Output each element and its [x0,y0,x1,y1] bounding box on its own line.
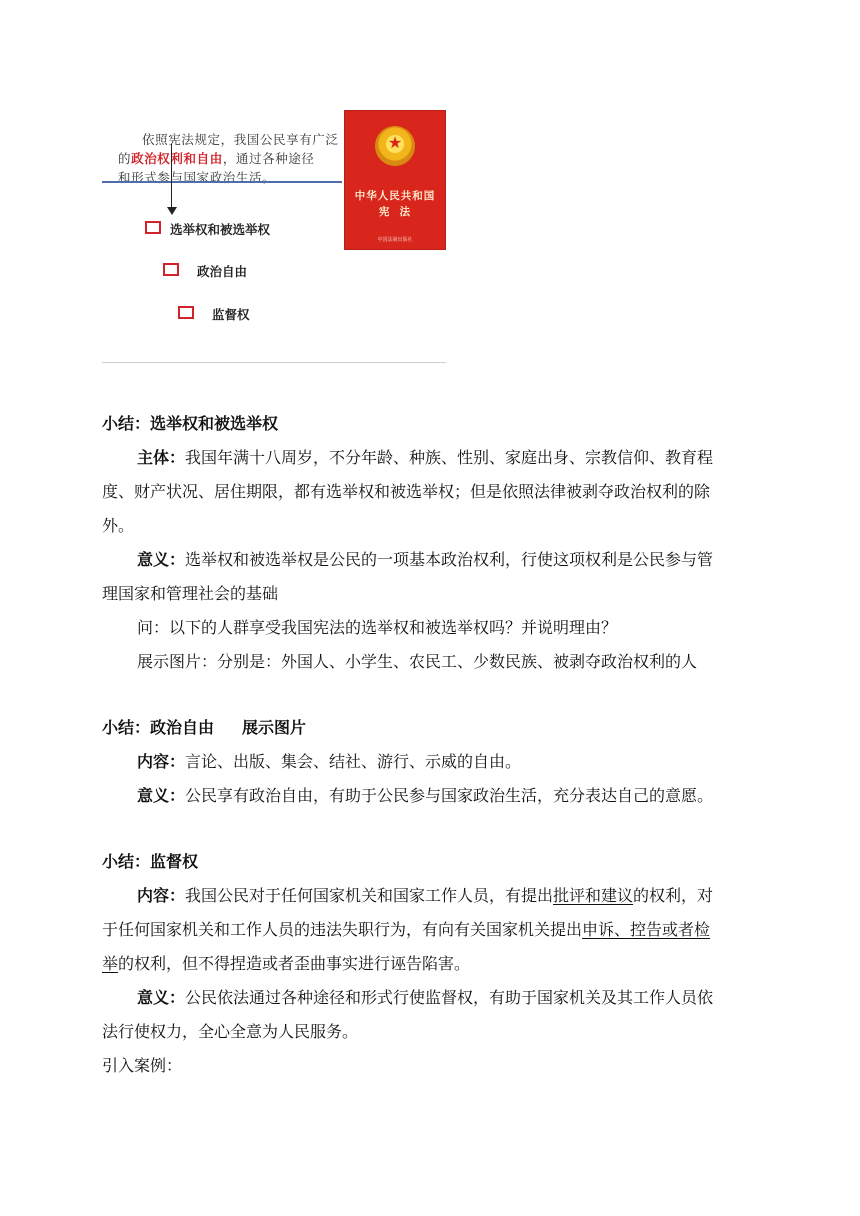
section3-meaning-line1 [137,988,797,1008]
content-l3-post: 的权利，但不得捏造或者歪曲事实进行诬告陷害。 [118,954,471,973]
content-label: 内容： [137,752,186,771]
section1-subject-line2: 度、财产状况、居住期限，都有选举权和被选举权；但是依照法律被剥夺政治权利的除 [102,482,711,501]
meaning-label: 意义： [137,550,186,569]
checkbox-icon [178,306,194,319]
option-election-rights: 选举权和被选举权 [170,222,271,237]
section1-heading: 小结：选举权和被选举权 [102,414,279,433]
figure-intro-line2-post: ，通过各种途径 [222,151,315,166]
book-title-line1: 中华人民共和国 [354,190,436,202]
section2-heading-extra: 展示图片 [242,718,307,737]
section3-content-line3 [102,954,762,974]
subject-label: 主体： [137,448,186,467]
section1-meaning-line1 [137,550,797,570]
meaning-label: 意义： [137,786,186,805]
option-supervision: 监督权 [212,307,250,322]
figure-intro-line3: 和形式参与国家政治生活。 [118,170,276,185]
section2-content [137,752,797,772]
section3-meaning-line2: 法行使权力，全心全意为人民服务。 [102,1022,359,1041]
book-title-line2: 宪 法 [378,206,412,218]
constitution-book-cover [344,110,446,250]
content-l1-post: 的权利，对 [633,886,714,905]
meaning-text1: 公民依法通过各种途径和形式行使监督权，有助于国家机关及其工作人员依 [185,988,714,1007]
appeal-accuse-underlined: 申诉、控告或者检 [582,920,711,939]
section1-subject-line1 [137,448,757,468]
figure-divider-line [102,181,342,183]
criticism-suggestion-underlined: 批评和建议 [553,886,634,905]
section3-content-line1 [137,886,797,906]
constitution-figure [102,108,446,364]
content-l2-pre: 于任何国家机关和工作人员的违法失职行为，有向有关国家机关提出 [102,920,583,939]
arrow-down-icon [171,144,172,208]
case-intro: 引入案例： [102,1056,183,1075]
section1-meaning-line2: 理国家和管理社会的基础 [102,584,279,603]
meaning-text: 公民享有政治自由，有助于公民参与国家政治生活，充分表达自己的意愿。 [185,786,714,805]
book-title [344,188,446,220]
political-rights-highlight: 政治权利和自由 [131,151,223,166]
content-l1-pre: 我国公民对于任何国家机关和国家工作人员，有提出 [185,886,554,905]
subject-text1: 我国年满十八周岁，不分年龄、种族、性别、家庭出身、宗教信仰、教育程 [185,448,714,467]
section3-heading: 小结：监督权 [102,852,199,871]
section1-subject-line3: 外。 [102,516,135,535]
figure-intro-line1: 依照宪法规定，我国公民享有广泛 [142,132,339,147]
content-label: 内容： [137,886,186,905]
meaning-text1: 选举权和被选举权是公民的一项基本政治权利，行使这项权利是公民参与管 [185,550,714,569]
section3-content-line2 [102,920,762,940]
content-text: 言论、出版、集会、结社、游行、示威的自由。 [185,752,522,771]
checkbox-icon [163,263,179,276]
section1-show-pictures: 展示图片：分别是：外国人、小学生、农民工、少数民族、被剥夺政治权利的人 [137,652,698,671]
national-emblem-icon: ★ [375,126,415,166]
figure-intro-line2 [118,149,340,168]
arrow-head-icon [167,207,177,215]
checkbox-icon [145,221,161,234]
figure-bottom-border [102,362,446,363]
section1-question: 问：以下的人群享受我国宪法的选举权和被选举权吗？并说明理由？ [137,618,618,637]
meaning-label: 意义： [137,988,186,1007]
section2-heading-text: 小结：政治自由 [102,718,215,737]
figure-intro-text [118,130,340,187]
section2-meaning [137,786,797,806]
option-political-freedom: 政治自由 [197,264,248,279]
figure-intro-line2-pre: 的 [118,151,132,166]
book-publisher: 中国法制出版社 [377,237,413,243]
report-underlined: 举 [102,954,119,973]
section2-heading [102,718,762,738]
